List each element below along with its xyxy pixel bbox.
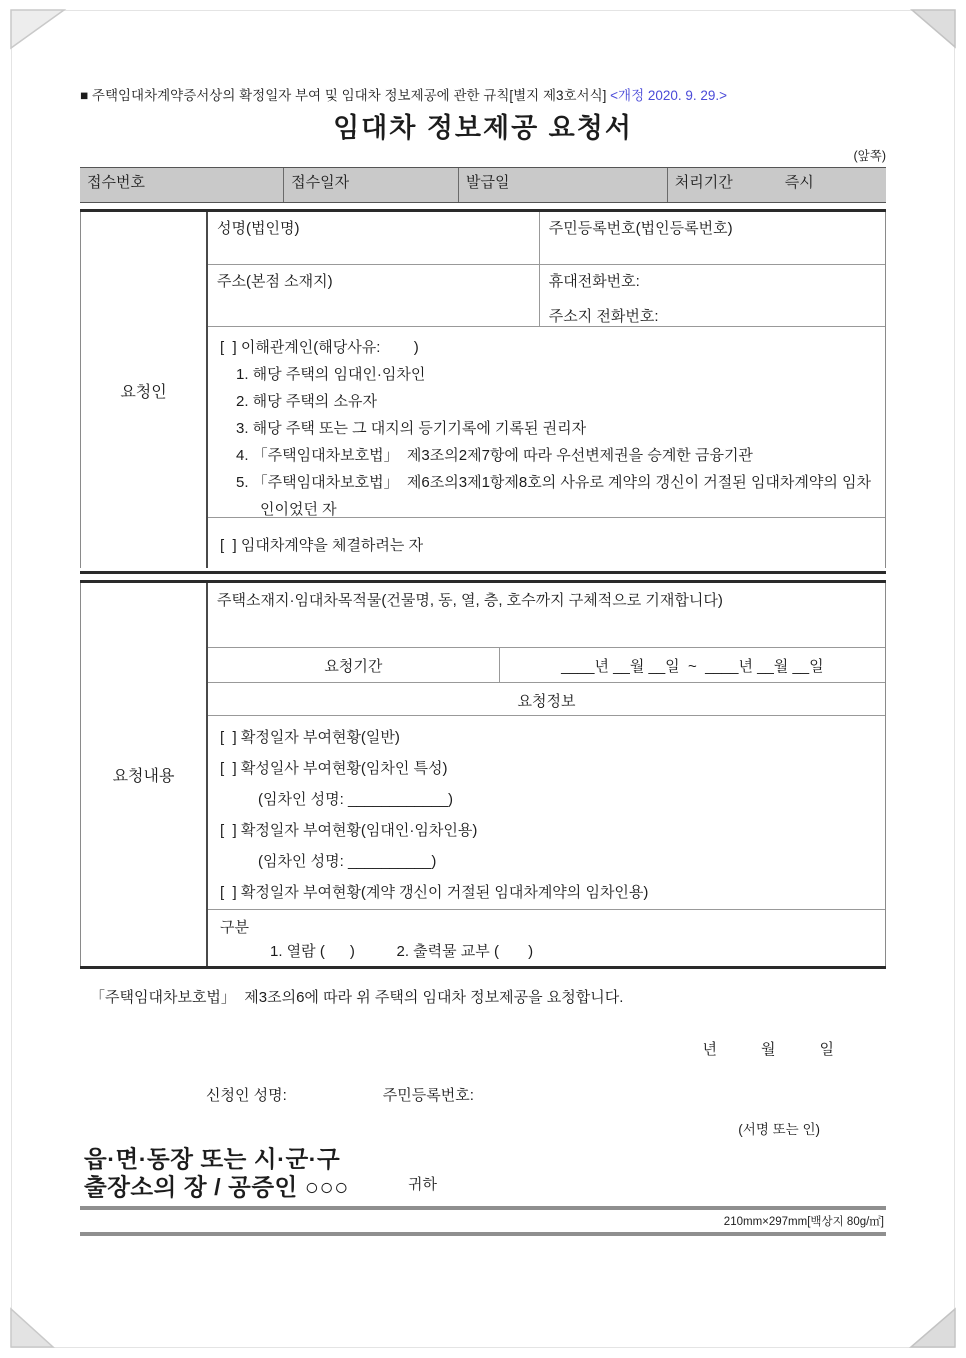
request-period-row <box>208 648 885 683</box>
date-month-label: 월 <box>761 1041 776 1058</box>
option-1-label: 확정일자 부여현황(일반) <box>236 729 400 746</box>
requester-row-label: 요청인 <box>81 212 208 568</box>
addressee-line-2: 출장소의 장 / 공증인 ○○○ <box>84 1174 349 1200</box>
corner-fold-bottom-left <box>11 1309 53 1347</box>
regulation-notice-text: ■ 주택임대차계약증서상의 확정일자 부여 및 임대차 정보제공에 관한 규칙[별지 제3호서식] <box>80 88 611 103</box>
request-period-label: 요청기간 <box>208 648 500 682</box>
interested-item-5: 5. 「주택임대차보호법」 제6조의3제1항제8호의 사유로 계약의 갱신이 거절된 임대차계약의 임차인이었던 자 <box>236 474 872 518</box>
option-3-tenant-name-blank: (임차인 성명: __________) <box>258 853 437 870</box>
signature-or-seal-label: (서명 또는 인) <box>738 1122 820 1137</box>
option-2-label: 확성일사 부여현황(임차인 특성) <box>236 760 448 777</box>
paper-spec-label: 210mm×297mm[백상지 80g/㎡] <box>723 1216 884 1228</box>
receipt-header-row <box>80 167 886 203</box>
option-3-checkbox-mark: [ ] <box>220 822 237 839</box>
interested-checkbox-mark: [ ] <box>220 339 237 356</box>
addressee-block <box>80 1145 886 1201</box>
corner-fold-top-right <box>912 10 955 47</box>
request-period-value: ____년 __월 __일 ~ ____년 __월 __일 <box>561 658 824 675</box>
interested-label: 이해관계인(해당사유: ) <box>236 339 419 356</box>
issue-date-cell: 발급일 <box>458 168 667 202</box>
mobile-field-label: 휴대전화번호: <box>548 273 640 290</box>
request-info-header: 요청정보 <box>208 683 885 716</box>
receipt-date-cell: 접수일자 <box>283 168 458 202</box>
form-document <box>80 84 886 1236</box>
category-label: 구분 <box>220 919 249 936</box>
addressee-line-1: 읍·면·동장 또는 시·군·구 <box>84 1146 341 1172</box>
date-line <box>80 1038 886 1059</box>
page-title: 임대차 정보제공 요청서 <box>333 113 633 143</box>
corner-fold-bottom-right <box>911 1309 955 1347</box>
request-content-row-label: 요청내용 <box>81 583 208 966</box>
prospective-tenant-row <box>208 518 885 568</box>
rrn-field-label: 주민등록번호(법인등록번호) <box>548 220 733 237</box>
interested-item-3: 3. 해당 주택 또는 그 대지의 등기기록에 기록된 권리자 <box>236 420 587 437</box>
option-2-tenant-name-blank: (임차인 성명: ____________) <box>258 791 454 808</box>
prospective-checkbox-mark: [ ] <box>220 537 237 554</box>
option-2-checkbox-mark: [ ] <box>220 760 237 777</box>
footer-rule-top <box>80 1206 886 1210</box>
address-phone-row <box>208 265 885 327</box>
option-4-label: 확정일자 부여현황(계약 갱신이 거절된 임대차계약의 임차인용) <box>236 884 649 901</box>
prospective-label: 임대차계약을 체결하려는 자 <box>236 537 424 554</box>
corner-fold-top-left <box>11 10 64 48</box>
category-row <box>208 910 885 966</box>
interested-party-row <box>208 327 885 518</box>
honorific-label: 귀하 <box>408 1176 437 1193</box>
interested-item-2: 2. 해당 주택의 소유자 <box>236 393 377 410</box>
requester-table <box>80 212 886 568</box>
revision-date-text: <개정 2020. 9. 29.> <box>610 88 728 103</box>
date-year-label: 년 <box>702 1041 717 1058</box>
property-location-row: 주택소재지·임대차목적물(건물명, 동, 열, 층, 호수까지 구체적으로 기재합니다) <box>208 583 885 648</box>
applicant-name-label: 신청인 성명: <box>206 1087 287 1104</box>
applicant-line <box>80 1084 886 1105</box>
interested-item-1: 1. 해당 주택의 임대인·임차인 <box>236 366 426 383</box>
applicant-rrn-label: 주민등록번호: <box>382 1087 474 1104</box>
request-content-table <box>80 583 886 966</box>
name-rrn-row <box>208 212 885 265</box>
date-day-label: 일 <box>819 1041 834 1058</box>
name-field-label: 성명(법인명) <box>208 212 540 264</box>
request-info-options-row <box>208 716 885 910</box>
processing-period-value: 즉시 <box>784 174 814 191</box>
footer-rule-bottom <box>80 1232 886 1236</box>
regulation-notice <box>80 84 886 104</box>
phone-field-label: 주소지 전화번호: <box>548 308 659 325</box>
option-4-checkbox-mark: [ ] <box>220 884 237 901</box>
option-3-label: 확정일자 부여현황(임대인·임차인용) <box>236 822 478 839</box>
processing-period-cell <box>667 168 886 202</box>
processing-period-label: 처리기간 <box>674 174 733 191</box>
section-divider-bottom <box>80 966 886 969</box>
request-statement: 「주택임대차보호법」 제3조의6에 따라 위 주택의 임대차 정보제공을 요청합니다. <box>90 989 624 1006</box>
option-1-checkbox-mark: [ ] <box>220 729 237 746</box>
interested-item-4: 4. 「주택임대차보호법」 제3조의2제7항에 따라 우선변제권을 승계한 금융기관 <box>236 447 753 464</box>
category-options-line: 1. 열람 ( ) 2. 출력물 교부 ( ) <box>270 943 534 960</box>
front-side-label: (앞쪽) <box>853 149 886 163</box>
address-field-label: 주소(본점 소재지) <box>208 265 540 326</box>
receipt-number-cell: 접수번호 <box>87 174 145 191</box>
